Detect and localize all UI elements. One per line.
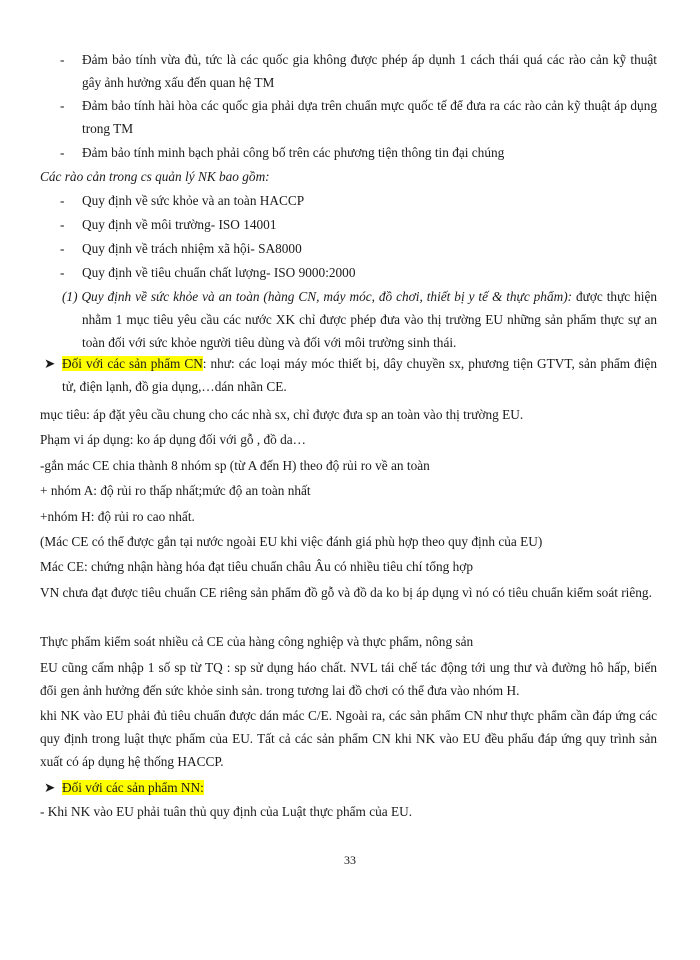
bullet-dash: - [60,98,65,113]
paragraph-vn-ce: VN chưa đạt được tiêu chuẩn CE riêng sản phẩm đồ gỗ và đồ da ko bị áp dụng vì nó có tiêu chuẩn kiểm soát riêng. [40,585,652,600]
barrier-item-2: Quy định về môi trường- ISO 14001 [82,217,277,232]
paragraph-ce-abroad: (Mác CE có thể được gắn tại nước ngoài EU khi việc đánh giá phù hợp theo quy định của EU) [40,534,543,549]
criteria-bullet-3: Đảm bảo tính minh bạch phải công bố trên các phương tiện thông tin đại chúng [82,145,505,160]
paragraph-food-law: - Khi NK vào EU phải tuân thủ quy định của Luật thực phẩm của EU. [40,804,413,819]
bullet-dash: - [60,217,65,232]
barrier-item-3: Quy định về trách nhiệm xã hội- SA8000 [82,241,302,256]
numbered-item-title: (1) Quy định về sức khỏe và an toàn (hàng CN, máy móc, đồ chơi, thiết bị y tế & thực phẩm): [62,289,573,304]
page-number: 33 [344,853,356,867]
paragraph-food-control: Thực phẩm kiểm soát nhiều cả CE của hàng công nghiệp và thực phẩm, nông sản [40,634,474,649]
numbered-item-body: được thực hiện nhằm 1 mục tiêu yêu cầu các nước XK chỉ được phép đưa vào thị trường EU những sản phẩm thực sự an toàn đối với sức khỏe người tiêu dùng và đối với môi trường sinh thái. [82,289,658,350]
bullet-dash: - [60,52,65,67]
section-cn-body: : như: các loại máy móc thiết bị, dây chuyền sx, phương tiện GTVT, sản phẩm điện tử, điện lạnh, đồ gia dụng,…dán nhãn CE. [62,356,657,394]
paragraph-group-a: + nhóm A: độ rủi ro thấp nhất;mức độ an toàn nhất [40,483,311,498]
bullet-dash: - [60,241,65,256]
bullet-dash: - [60,193,65,208]
arrow-bullet-icon: ➤ [44,780,56,795]
criteria-bullet-1: Đảm bảo tính vừa đủ, tức là các quốc gia không được phép áp dụnh 1 cách thái quá các rào cản kỹ thuật gây ảnh hưởng xấu đến quan hệ TM [82,52,657,90]
barriers-heading: Các rào cản trong cs quản lý NK bao gồm: [40,169,270,184]
paragraph-scope: Phạm vi áp dụng: ko áp dụng đối với gỗ , đồ da… [40,432,306,447]
section-nn [62,776,657,799]
bullet-dash: - [60,145,65,160]
paragraph-ce-haccp: khi NK vào EU phải đủ tiêu chuẩn được dán mác C/E. Ngoài ra, các sản phẩm CN như thực phẩm cần đáp ứng các quy định trong luật thực phẩm của EU. Tất cả các sản phẩm CN khi NK vào EU đều phẩu đáp ứng quy trình sản xuất có áp dụng hệ thống HACCP. [40,708,657,769]
paragraph-group-h: +nhóm H: độ rủi ro cao nhất. [40,509,195,524]
section-cn-heading: Đối với các sản phẩm CN [62,356,203,371]
barrier-item-4: Quy định về tiêu chuẩn chất lượng- ISO 9000:2000 [82,265,356,280]
arrow-bullet-icon: ➤ [44,356,56,371]
section-nn-heading: Đối với các sản phẩm NN: [62,780,204,795]
paragraph-ce-groups: -gắn mác CE chia thành 8 nhóm sp (từ A đến H) theo độ rủi ro về an toàn [40,458,430,473]
numbered-item-health-safety [62,285,658,354]
barrier-item-1: Quy định về sức khỏe và an toàn HACCP [82,193,305,208]
bullet-dash: - [60,265,65,280]
paragraph-china-ban: EU cũng cấm nhập 1 số sp từ TQ : sp sử dụng háo chất. NVL tái chế tác động tới ung thư và đường hô hấp, biến đổi gen ảnh hưởng đến sức khỏe sinh sản. trong tương lai đồ chơi có thể đưa vào nhóm H. [40,660,657,698]
criteria-bullet-2: Đảm bảo tính hài hòa các quốc gia phải dựa trên chuẩn mực quốc tế để đưa ra các rào cản kỹ thuật áp dụng trong TM [82,98,657,136]
section-cn [62,352,657,398]
paragraph-ce-mark: Mác CE: chứng nhận hàng hóa đạt tiêu chuẩn châu Âu có nhiều tiêu chí tổng hợp [40,559,473,574]
paragraph-objective: mục tiêu: áp đặt yêu cầu chung cho các nhà sx, chỉ được đưa sp an toàn vào thị trường EU. [40,407,524,422]
